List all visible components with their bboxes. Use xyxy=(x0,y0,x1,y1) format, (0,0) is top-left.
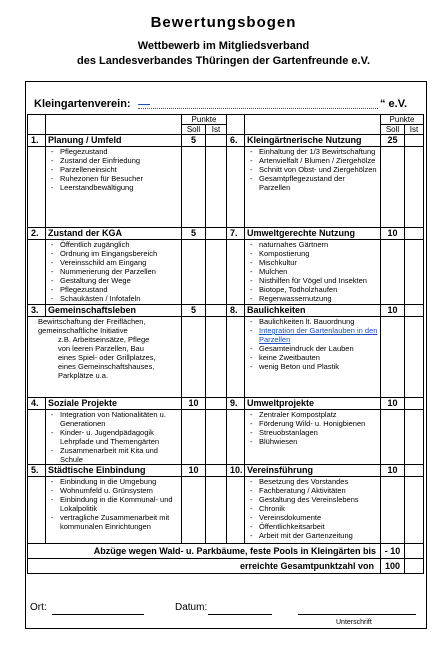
gesamt-row xyxy=(28,559,424,574)
criterion: - Schnitt von Obst- und Ziergehölzen xyxy=(249,165,378,174)
section-number: 2. xyxy=(28,228,46,240)
section-title: Kleingärtnerische Nutzung xyxy=(245,135,381,147)
punkte-header-right: Punkte xyxy=(381,115,424,125)
criterion: - Öffentlich zugänglich xyxy=(50,240,179,249)
ort-field[interactable] xyxy=(52,614,144,615)
gesamt-label: erreichte Gesamtpunktzahl von xyxy=(28,559,381,574)
criterion-line: von leeren Parzellen, Bau xyxy=(58,344,144,353)
criterion: - Zusammenarbeit mit Kita und Schule xyxy=(50,446,179,464)
soll-points: 10 xyxy=(381,465,405,477)
criteria-text xyxy=(30,317,179,380)
form-subtitle-2: des Landesverbandes Thüringen der Gartenfreunde e.V. xyxy=(76,55,370,67)
criterion: - Regenwassernutzung xyxy=(249,294,378,303)
section-title: Umweltprojekte xyxy=(245,398,381,410)
criterion: - Integration von Nationalitäten u. Generationen xyxy=(50,410,179,428)
items-row-5 xyxy=(28,477,424,544)
criterion: - Pflegezustand xyxy=(50,285,179,294)
criterion: - Gestaltung des Vereinslebens xyxy=(249,495,378,504)
gesamt-ist-field[interactable] xyxy=(405,559,424,574)
soll-header-right: Soll xyxy=(381,125,405,135)
criterion: - Streuobstanlagen xyxy=(249,428,378,437)
criterion: - Gesamteindruck der Lauben xyxy=(249,344,378,353)
criterion: - Kompostierung xyxy=(249,249,378,258)
gesamt-value: 100 xyxy=(381,559,405,574)
items-row-4 xyxy=(28,410,424,465)
datum-field[interactable] xyxy=(208,614,272,615)
criteria-list xyxy=(48,410,179,464)
criterion: - Gesamtpflegezustand der Parzellen xyxy=(249,174,378,192)
section-number: 10. xyxy=(227,465,245,477)
criteria-list xyxy=(247,147,378,192)
criterion: - Chronik xyxy=(249,504,378,513)
criteria-list xyxy=(48,240,179,303)
criterion-line: Bewirtschaftung der Freiflächen, xyxy=(38,317,146,326)
ist-points-field[interactable] xyxy=(206,135,227,147)
soll-points: 5 xyxy=(182,228,206,240)
section-row-2 xyxy=(28,228,424,240)
ist-header-left: Ist xyxy=(206,125,227,135)
criterion: - Parzelleneinsicht xyxy=(50,165,179,174)
criteria-list xyxy=(247,410,378,446)
section-title: Zustand der KGA xyxy=(46,228,182,240)
ist-points-field[interactable] xyxy=(206,305,227,317)
ort-label: Ort: xyxy=(30,602,47,613)
criterion: - Wohnumfeld u. Grünsystem xyxy=(50,486,179,495)
items-row-3 xyxy=(28,317,424,398)
soll-points: 5 xyxy=(182,305,206,317)
criterion: - Nummerierung der Parzellen xyxy=(50,267,179,276)
criterion: - Einhaltung der 1/3 Bewirtschaftung xyxy=(249,147,378,156)
abzuege-value: - 10 xyxy=(381,544,405,559)
section-number: 6. xyxy=(227,135,245,147)
criterion: - Vereinsdokumente xyxy=(249,513,378,522)
evaluation-table xyxy=(27,114,424,574)
soll-points: 5 xyxy=(182,135,206,147)
criterion: - Besetzung des Vorstandes xyxy=(249,477,378,486)
section-title: Städtische Einbindung xyxy=(46,465,182,477)
criterion: - Zentraler Kompostplatz xyxy=(249,410,378,419)
unterschrift-label: Unterschrift xyxy=(336,619,372,626)
ist-points-field[interactable] xyxy=(405,135,424,147)
items-row-2 xyxy=(28,240,424,305)
form-title: Bewertungsbogen xyxy=(150,14,297,31)
ist-points-field[interactable] xyxy=(206,228,227,240)
criterion: - Baulichkeiten lt. Bauordnung xyxy=(249,317,378,326)
criterion: - Nisthilfen für Vögel und Insekten xyxy=(249,276,378,285)
criterion: - Ruhezonen für Besucher xyxy=(50,174,179,183)
section-number: 8. xyxy=(227,305,245,317)
criterion: - Zustand der Einfriedung xyxy=(50,156,179,165)
soll-points: 10 xyxy=(182,398,206,410)
verein-field-marker xyxy=(138,100,150,105)
ist-header-right: Ist xyxy=(405,125,424,135)
section-row-4 xyxy=(28,398,424,410)
criterion: - Pflegezustand xyxy=(50,147,179,156)
soll-points: 10 xyxy=(381,398,405,410)
items-row-1 xyxy=(28,147,424,228)
criterion: - Schaukästen / Infotafeln xyxy=(50,294,179,303)
header-row-soll-ist xyxy=(28,125,424,135)
section-number: 9. xyxy=(227,398,245,410)
verein-label: Kleingartenverein: xyxy=(34,98,131,110)
criterion: - Öffentlichkeitsarbeit xyxy=(249,522,378,531)
criterion-text: Integration der Gartenlauben in den Parzellen xyxy=(259,326,378,344)
signature-field[interactable] xyxy=(298,614,416,615)
criteria-list xyxy=(247,240,378,303)
soll-points: 10 xyxy=(182,465,206,477)
criteria-list xyxy=(247,317,378,371)
criteria-list xyxy=(48,147,179,192)
section-number: 5. xyxy=(28,465,46,477)
criterion: - vertragliche Zusammenarbeit mit kommunalen Einrichtungen xyxy=(50,513,179,531)
section-number: 7. xyxy=(227,228,245,240)
criteria-list xyxy=(247,477,378,540)
section-title: Umweltgerechte Nutzung xyxy=(245,228,381,240)
ist-points-field[interactable] xyxy=(405,228,424,240)
criterion: - Fachberatung / Aktivitäten xyxy=(249,486,378,495)
ist-points-field[interactable] xyxy=(405,465,424,477)
section-number: 4. xyxy=(28,398,46,410)
criterion: - Vereinsschild am Eingang xyxy=(50,258,179,267)
section-number: 1. xyxy=(28,135,46,147)
criterion: - Leerstandbewältigung xyxy=(50,183,179,192)
section-title: Gemeinschaftsleben xyxy=(46,305,182,317)
criterion: - Arbeit mit der Gartenzeitung xyxy=(249,531,378,540)
criterion: - naturnahes Gärtnern xyxy=(249,240,378,249)
criterion-line: z.B. Arbeitseinsätze, Pflege xyxy=(58,335,150,344)
section-title: Soziale Projekte xyxy=(46,398,182,410)
criterion: - keine Zweitbauten xyxy=(249,353,378,362)
section-row-1 xyxy=(28,135,424,147)
criterion: - Artenvielfalt / Blumen / Ziergehölze xyxy=(249,156,378,165)
section-title: Vereinsführung xyxy=(245,465,381,477)
section-title: Baulichkeiten xyxy=(245,305,381,317)
criterion-line: eines Spiel- oder Grillplatzes, xyxy=(58,353,156,362)
ist-points-field[interactable] xyxy=(405,398,424,410)
header-row-punkte xyxy=(28,115,424,125)
verein-input-line[interactable] xyxy=(138,104,378,109)
criterion-line: eines Gemeinschaftshauses, xyxy=(58,362,155,371)
ist-points-field[interactable] xyxy=(405,305,424,317)
criterion: - Gestaltung der Wege xyxy=(50,276,179,285)
punkte-header-left: Punkte xyxy=(182,115,227,125)
criterion: - Mulchen xyxy=(249,267,378,276)
criterion: - Blühwiesen xyxy=(249,437,378,446)
criterion: - Kinder- u. Jugendpädagogik Lehrpfade und Themengärten xyxy=(50,428,179,446)
section-row-5 xyxy=(28,465,424,477)
criterion xyxy=(249,326,378,344)
section-row-3 xyxy=(28,305,424,317)
soll-header-left: Soll xyxy=(182,125,206,135)
form-subtitle-1: Wettbewerb im Mitgliedsverband xyxy=(137,40,310,52)
criterion: - Mischkultur xyxy=(249,258,378,267)
criterion: - wenig Beton und Plastik xyxy=(249,362,378,371)
section-number: 3. xyxy=(28,305,46,317)
soll-points: 10 xyxy=(381,228,405,240)
section-title: Planung / Umfeld xyxy=(46,135,182,147)
ist-points-field[interactable] xyxy=(206,465,227,477)
criteria-list xyxy=(48,477,179,531)
criterion: - Einbindung in die Kommunal- und Lokalpolitik xyxy=(50,495,179,513)
abzuege-ist-field[interactable] xyxy=(405,544,424,559)
criterion: - Ordnung im Eingangsbereich xyxy=(50,249,179,258)
verein-suffix: “ e.V. xyxy=(380,98,408,110)
abzuege-row xyxy=(28,544,424,559)
soll-points: 25 xyxy=(381,135,405,147)
datum-label: Datum: xyxy=(175,602,208,613)
criterion: - Einbindung in die Umgebung xyxy=(50,477,179,486)
criterion: - Biotope, Todholzhaufen xyxy=(249,285,378,294)
ist-points-field[interactable] xyxy=(206,398,227,410)
criterion-line: gemeinschaftliche Initiative xyxy=(38,326,128,335)
soll-points: 10 xyxy=(381,305,405,317)
criterion: - Förderung Wild- u. Honigbienen xyxy=(249,419,378,428)
criterion-line: Parkplätze u.a. xyxy=(58,371,109,380)
abzuege-label: Abzüge wegen Wald- u. Parkbäume, feste Pools in Kleingärten bis xyxy=(28,544,381,559)
